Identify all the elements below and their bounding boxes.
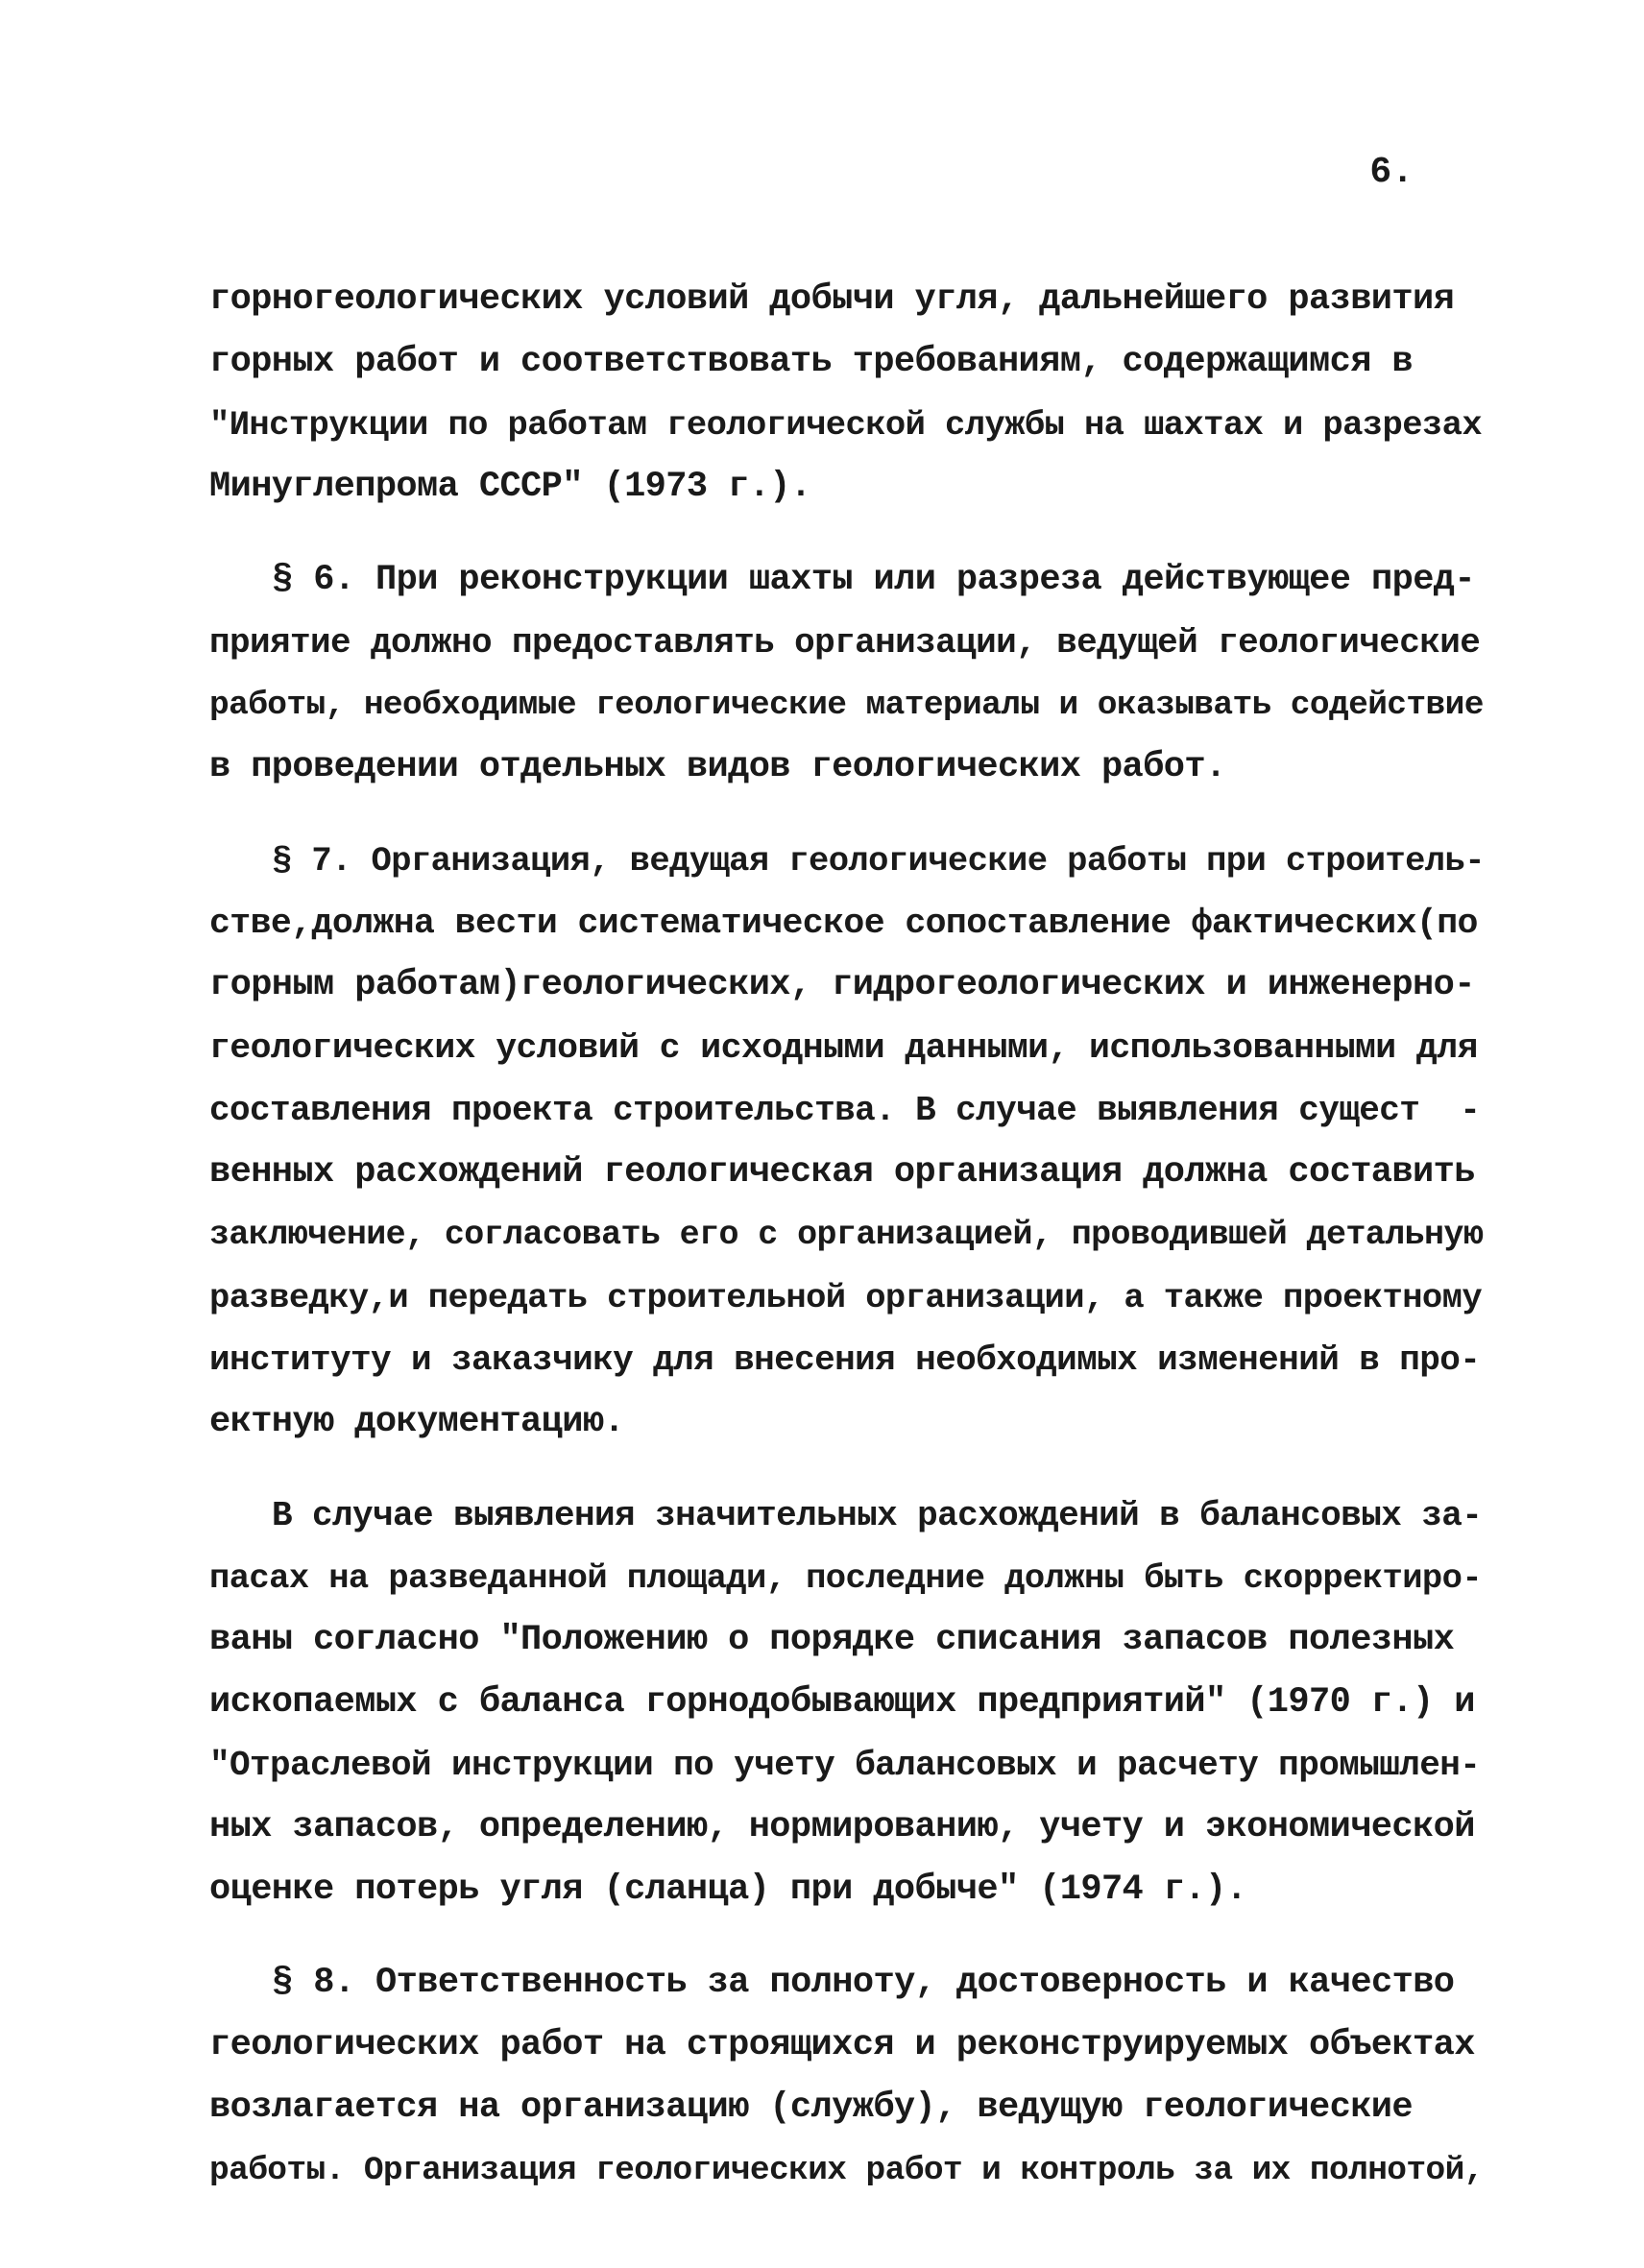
text-line: Минуглепрома СССР" (1973 г.). [209, 467, 811, 507]
document-body [209, 269, 1487, 2202]
text-line: § 8. Ответственность за полноту, достоверность и качество [272, 1963, 1455, 2003]
paragraph-balance-reserves [209, 1484, 1487, 1921]
text-line: заключение, согласовать его с организацией, проводившей детальную [209, 1216, 1484, 1254]
text-line: горных работ и соответствовать требованиям, содержащимся в [209, 342, 1414, 382]
text-line: "Отраслевой инструкции по учету балансовых и расчету промышлен- [209, 1746, 1481, 1785]
paragraph-section-6 [209, 549, 1487, 799]
text-line: пасах на разведанной площади, последние должны быть скорректиро- [209, 1558, 1483, 1598]
text-line: институту и заказчику для внесения необходимых изменений в про- [209, 1340, 1481, 1380]
text-line: ископаемых с баланса горнодобывающих предприятий" (1970 г.) и [209, 1682, 1475, 1723]
text-line: приятие должно предоставлять организации, ведущей геологические [209, 623, 1481, 663]
text-line: составления проекта строительства. В случае выявления сущест - [209, 1091, 1481, 1130]
text-line: геологических работ на строящихся и реконструируемых объектах [209, 2025, 1475, 2065]
text-line: разведку,и передать строительной организации, а также проектному [209, 1278, 1483, 1317]
paragraph-section-8 [209, 1952, 1487, 2202]
text-line: работы. Организация геологических работ и контроль за их полнотой, [209, 2152, 1484, 2189]
text-line: В случае выявления значительных расхождений в балансовых за- [272, 1496, 1483, 1535]
text-line: ваны согласно "Положению о порядке списания запасов полезных [209, 1620, 1455, 1660]
text-line: § 6. При реконструкции шахты или разреза действующее пред- [272, 560, 1476, 600]
text-line: геологических условий с исходными данными, использованными для [209, 1028, 1478, 1068]
text-line: возлагается на организацию (службу), ведущую геологические [209, 2087, 1414, 2128]
paragraph-section-7 [209, 830, 1487, 1454]
text-line: работы, необходимые геологические материалы и оказывать содействие [209, 687, 1484, 724]
text-line: в проведении отдельных видов геологических работ. [209, 747, 1226, 787]
text-line: стве,должна вести систематическое сопоставление фактических(по [209, 904, 1478, 943]
text-line: ных запасов, определению, нормированию, учету и экономической [209, 1807, 1475, 1847]
text-line: горным работам)геологических, гидрогеологических и инженерно- [209, 965, 1475, 1005]
page-number: 6. [1369, 152, 1414, 193]
text-line: горногеологических условий добычи угля, дальнейшего развития [209, 279, 1455, 320]
text-line: ектную документацию. [209, 1402, 625, 1442]
paragraph-continuation [209, 269, 1487, 519]
text-line: венных расхождений геологическая организация должна составить [209, 1152, 1475, 1193]
text-line: "Инструкции по работам геологической службы на шахтах и разрезах [209, 405, 1483, 445]
text-line: § 7. Организация, ведущая геологические работы при строитель- [272, 841, 1485, 881]
text-line: оценке потерь угля (сланца) при добыче" (1974 г.). [209, 1870, 1247, 1910]
